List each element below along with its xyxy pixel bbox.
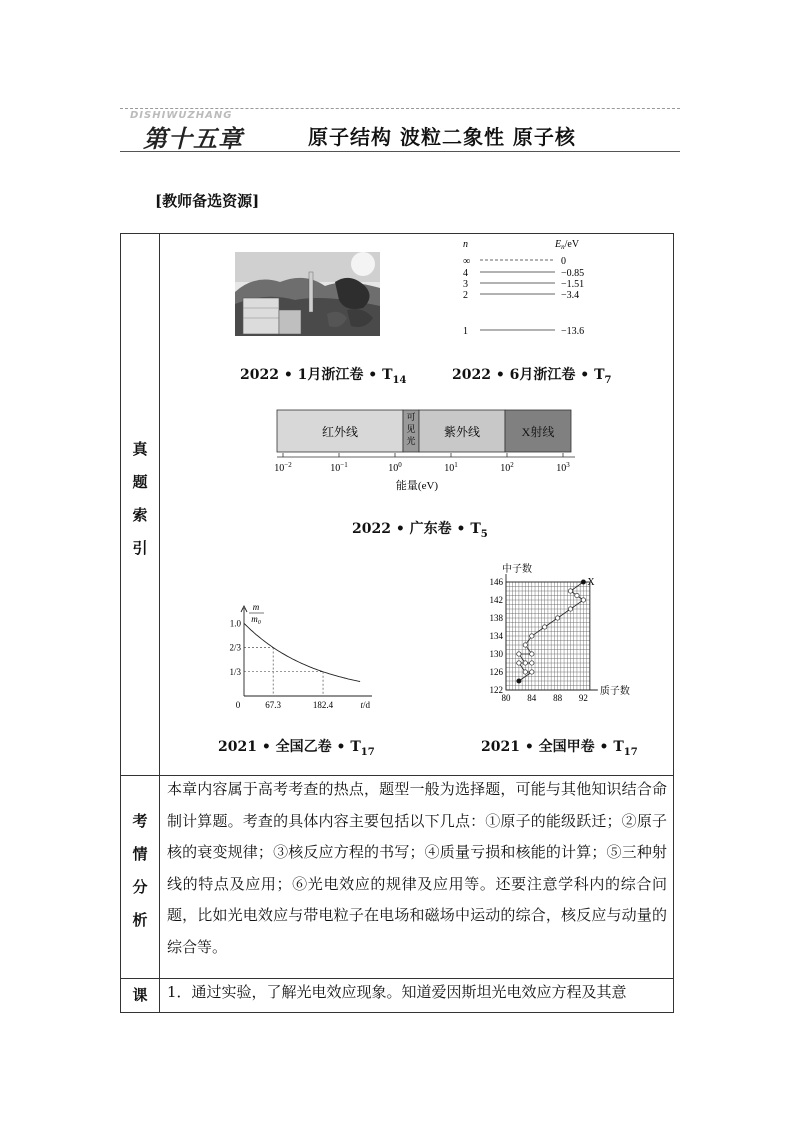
spectrum-xlabel: 能量(eV) (395, 480, 439, 492)
decay-caption: 2021 • 全国乙卷 • $T_{17}$ (218, 739, 375, 758)
energy-level-diagram (455, 236, 605, 342)
nuclide-point (568, 607, 572, 611)
spectrum-diagram (270, 405, 580, 495)
nuclide-point (555, 616, 559, 620)
energy-level-value: −0.85 (561, 268, 585, 279)
nuclide-xtick-label: 92 (578, 693, 588, 703)
nuclide-point (517, 661, 521, 665)
energy-level-n: 1 (463, 326, 468, 337)
energy-level-value: −1.51 (561, 279, 585, 290)
nuclear-plant-photo (235, 252, 380, 336)
nuclide-ytick-label: 122 (489, 685, 503, 695)
energy-level-n: 3 (463, 279, 468, 290)
nuclide-ytick-label: 142 (489, 595, 503, 605)
curriculum-paragraph: 1．通过实验，了解光电效应现象。知道爱因斯坦光电效应方程及其意 (167, 983, 627, 1001)
nuclide-ytick-label: 134 (489, 631, 503, 641)
nuclide-point (530, 670, 534, 674)
nuclide-ytick-label: 126 (489, 667, 503, 677)
energy-level-n: ∞ (463, 256, 471, 267)
nuclide-point (543, 625, 547, 629)
analysis-paragraph: 本章内容属于高考考查的热点，题型一般为选择题，可能与其他知识结合命制计算题。考查的具体内容主要包括以下几点：①原子的能级跃迁；②原子核的衰变规律；③核反应方程的书写；④质量亏损和核能的计算；⑤三种射线的特点及应用；⑥光电效应的规律及应用等。还要注意学科内的综合问题，比如光电效应与带电粒子在电场和磁场中运动的综合，核反应与动量的综合等。 (167, 780, 667, 956)
row-label-analysis: 考 情 分 析 (132, 812, 148, 929)
nuclide-xtick-label: 88 (553, 693, 563, 703)
header-dotted-rule (120, 108, 680, 109)
row-label-curriculum: 课 (132, 986, 148, 1004)
nuclide-xtick-label: 80 (501, 693, 511, 703)
nuclide-xlabel: 质子数 (599, 686, 630, 697)
nuclide-point (568, 589, 572, 593)
energy-level-value: −13.6 (561, 326, 585, 337)
nuclide-xtick-label: 84 (527, 693, 537, 703)
spectrum-caption: 2022 • 广东卷 • $T_5$ (352, 521, 488, 540)
decay-ylabel-num: m (252, 602, 260, 612)
energy-e-label: $E_n/eV$ (555, 239, 580, 251)
nuclide-chart (472, 560, 642, 710)
nuclide-point (517, 652, 521, 656)
nuclide-point (517, 679, 521, 683)
energy-level-value: 0 (561, 256, 566, 267)
decay-ytick-label: 1/3 (229, 666, 241, 677)
decay-xlabel: t/d (360, 700, 370, 710)
energy-n-label: n (463, 239, 468, 250)
decay-curve-chart (222, 600, 382, 712)
nuclide-ytick-label: 146 (489, 577, 503, 587)
table-column-divider (159, 233, 160, 1013)
energy-level-n: 2 (463, 290, 468, 301)
nuclide-point (523, 661, 527, 665)
spectrum-label-visible: 可见光 (406, 412, 416, 446)
spectrum-tick-label: $10^{-1}$ (330, 461, 348, 474)
spectrum-label-xray: X射线 (521, 425, 555, 439)
decay-xtick-label: 67.3 (265, 700, 282, 710)
decay-ytick-label: 1.0 (229, 618, 241, 629)
energy-level-n: 4 (463, 268, 468, 279)
nuclide-ytick-label: 138 (489, 613, 503, 623)
nuclide-ylabel: 中子数 (502, 564, 532, 575)
chapter-pinyin: DISHIWUZHANG (130, 110, 233, 121)
header-rule (120, 151, 680, 152)
spectrum-tick-label: $10^3$ (556, 461, 570, 474)
nuclide-caption: 2021 • 全国甲卷 • $T_{17}$ (481, 739, 638, 758)
nuclide-start-label: X (587, 577, 595, 588)
nuclide-point (530, 634, 534, 638)
photo-caption: 2022 • 1月浙江卷 • $T_{14}$ (240, 367, 407, 386)
chapter-number: 第十五章 (143, 125, 243, 153)
energy-level-value: −3.4 (561, 290, 580, 301)
spectrum-tick-label: $10^{-2}$ (274, 461, 292, 474)
spectrum-tick-label: $10^2$ (500, 461, 514, 474)
spectrum-tick-label: $10^0$ (388, 461, 402, 474)
energy-caption: 2022 • 6月浙江卷 • $T_7$ (452, 367, 612, 386)
row-label-real-exams: 真 题 索 引 (132, 440, 148, 557)
nuclide-ytick-label: 130 (489, 649, 503, 659)
decay-ytick-label: 2/3 (229, 642, 241, 653)
decay-curve (244, 623, 360, 681)
nuclide-point (530, 661, 534, 665)
nuclide-point (581, 598, 585, 602)
nuclide-point (530, 652, 534, 656)
nuclide-point (523, 643, 527, 647)
spectrum-label-infrared: 红外线 (321, 425, 359, 439)
decay-origin-label: 0 (235, 700, 241, 710)
nuclide-point (523, 670, 527, 674)
nuclide-point (581, 580, 585, 584)
section-label: [教师备选资源] (155, 192, 260, 210)
nuclide-point (575, 593, 579, 597)
spectrum-tick-label: $10^1$ (444, 461, 458, 474)
decay-ylabel-den: $m_0$ (251, 614, 261, 626)
chapter-title: 原子结构 波粒二象性 原子核 (308, 125, 576, 149)
spectrum-label-ultraviolet: 紫外线 (443, 425, 481, 439)
decay-xtick-label: 182.4 (312, 700, 334, 710)
